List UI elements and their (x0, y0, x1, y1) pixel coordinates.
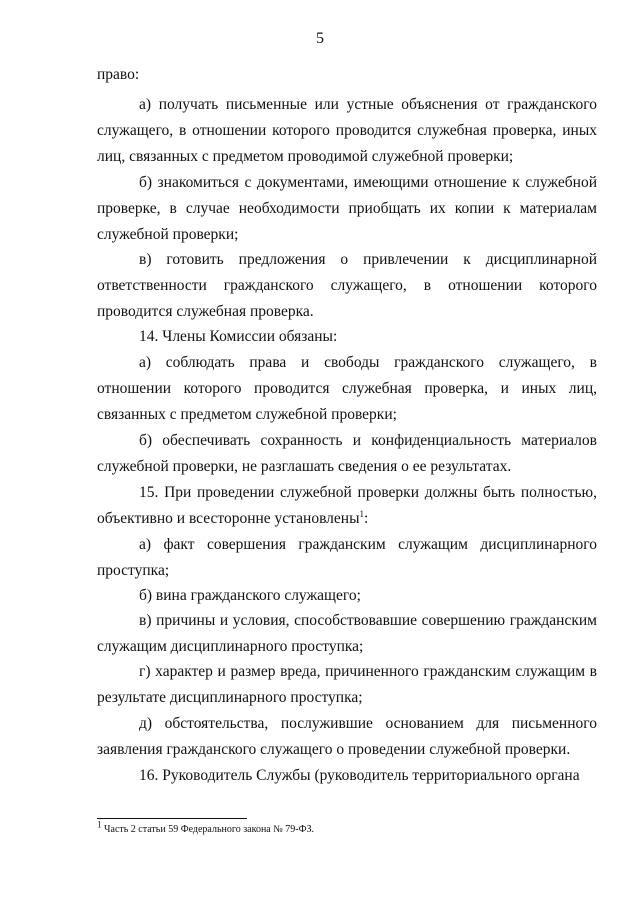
paragraph-14a: а) соблюдать права и свободы гражданского служащего, в отношении которого проводится служебная проверка, и иных лиц, связанных с предметом служебной проверки; (97, 354, 597, 423)
paragraph-intro: право: (97, 66, 140, 83)
paragraph-14b: б) обеспечивать сохранность и конфиденциальность материалов служебной проверки, не разглашать сведения о ее результатах. (97, 432, 597, 475)
paragraph-13c: в) готовить предложения о привлечении к дисциплинарной ответственности гражданского служащего, в отношении которого проводится служебная проверка. (97, 251, 597, 320)
paragraph-13b: б) знакомиться с документами, имеющими отношение к служебной проверке, в случае необходимости приобщать их копии к материалам служебной проверки; (97, 174, 597, 243)
footnote-reference: 1 (359, 508, 365, 519)
footnote-divider (97, 818, 247, 819)
paragraph-15-text: 15. При проведении служебной проверки должны быть полностью, объективно и всесторонне установлены (97, 484, 597, 527)
footnote-marker: 1 (97, 819, 102, 830)
page-number: 5 (316, 30, 324, 47)
paragraph-15a: а) факт совершения гражданским служащим дисциплинарного проступка; (97, 536, 597, 579)
paragraph-15e: д) обстоятельства, послужившие основанием для письменного заявления гражданского служащего о проведении служебной проверки. (97, 715, 597, 758)
footnote (97, 819, 597, 837)
paragraph-16: 16. Руководитель Службы (руководитель территориального органа (139, 767, 580, 784)
paragraph-15b: б) вина гражданского служащего; (139, 587, 361, 604)
paragraph-13a: а) получать письменные или устные объяснения от гражданского служащего, в отношении которого проводится служебная проверка, иных лиц, связанных с предметом проводимой служебной проверки; (97, 96, 597, 165)
paragraph-15 (97, 480, 597, 532)
paragraph-15-tail: : (364, 510, 369, 527)
footnote-text: Часть 2 статьи 59 Федерального закона № 79-ФЗ. (101, 824, 315, 835)
paragraph-15c: в) причины и условия, способствовавшие совершению гражданским служащим дисциплинарного проступка; (97, 612, 597, 655)
paragraph-15d: г) характер и размер вреда, причиненного гражданским служащим в результате дисциплинарного проступка; (97, 663, 597, 706)
paragraph-14: 14. Члены Комиссии обязаны: (139, 328, 338, 345)
